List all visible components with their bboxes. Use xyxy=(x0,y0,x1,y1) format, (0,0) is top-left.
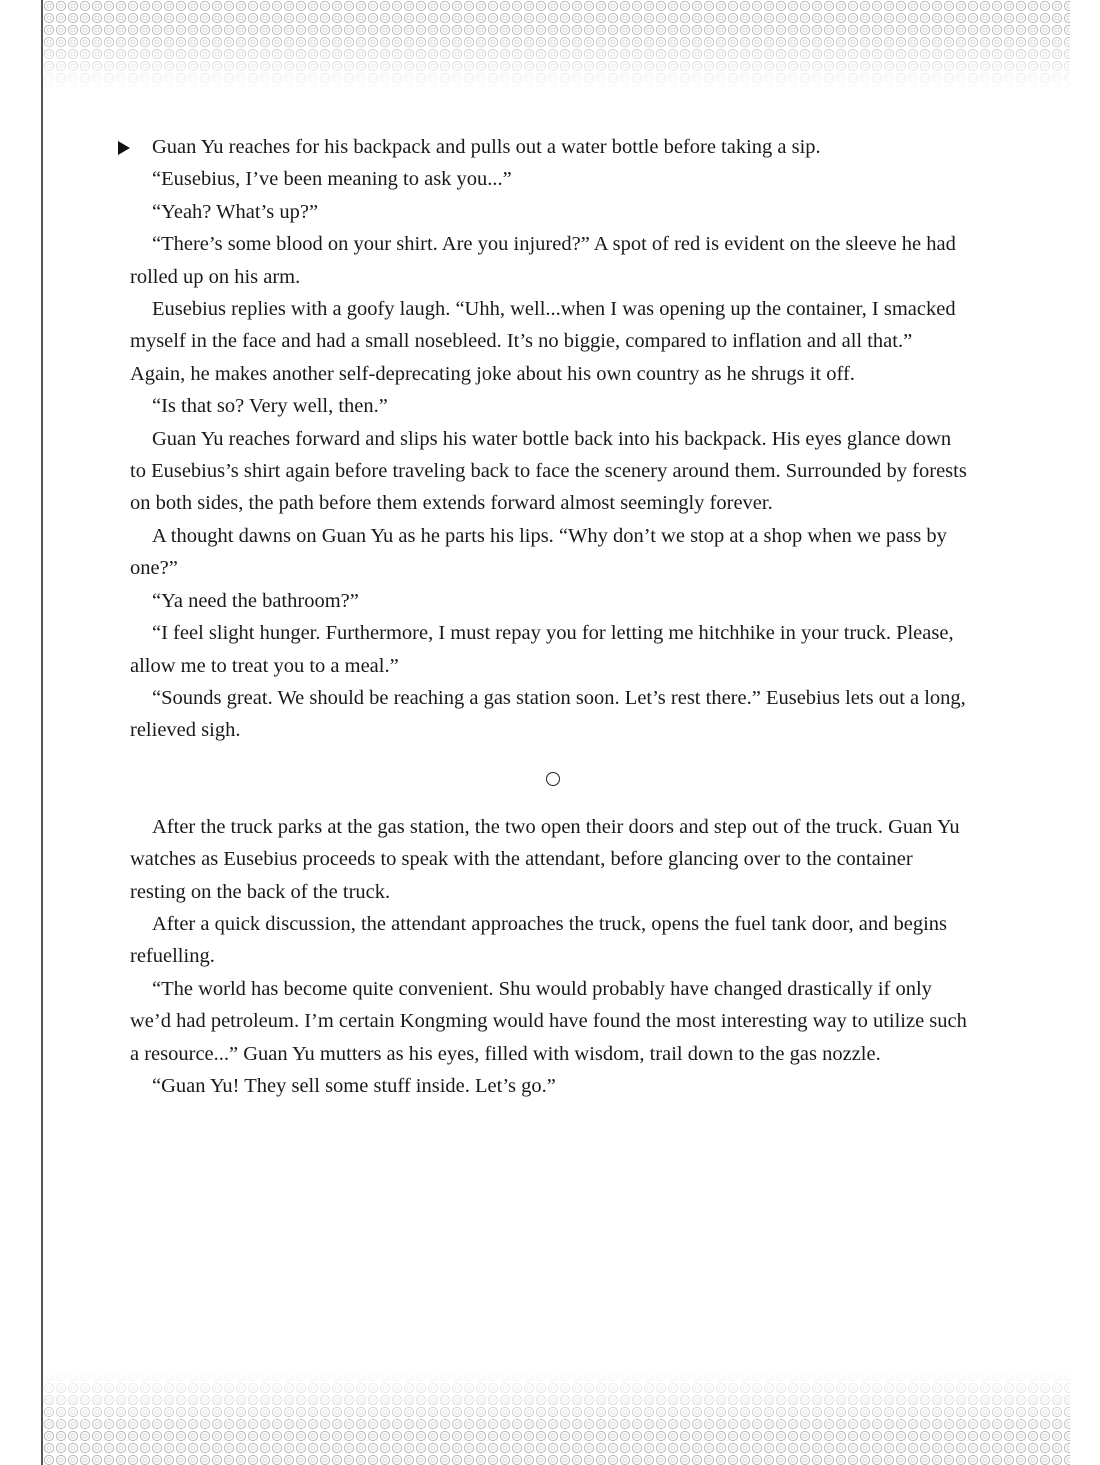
triangle-right-icon xyxy=(118,141,130,155)
paragraph xyxy=(130,131,970,163)
section-after-break xyxy=(130,811,970,1103)
paragraph: Eusebius replies with a goofy laugh. “Uhh, well...when I was opening up the container, I smacked myself in the face and had a small nosebleed. It’s no biggie, compared to inflation and all that.” Again, he makes another self-deprecating joke about his own country as he shrugs it off. xyxy=(130,298,956,385)
page-body xyxy=(130,131,970,1102)
scene-break xyxy=(130,747,970,811)
section-before-break xyxy=(130,131,970,747)
bottom-decorative-band xyxy=(43,1370,1070,1465)
paragraph: “Guan Yu! They sell some stuff inside. Let’s go.” xyxy=(152,1074,556,1097)
paragraph: A thought dawns on Guan Yu as he parts his lips. “Why don’t we stop at a shop when we pass by one?” xyxy=(130,524,947,580)
paragraph: “The world has become quite convenient. Shu would probably have changed drastically if only we’d had petroleum. I’m certain Kongming would have found the most interesting way to utilize such a resource...” Guan Yu mutters as his eyes, filled with wisdom, trail down to the gas nozzle. xyxy=(130,977,967,1065)
paragraph: Guan Yu reaches forward and slips his water bottle back into his backpack. His eyes glance down to Eusebius’s shirt again before traveling back to face the scenery around them. Surrounded by forests on both sides, the path before them extends forward almost seemingly forever. xyxy=(130,427,967,515)
circle-icon xyxy=(546,772,560,786)
paragraph: “Ya need the bathroom?” xyxy=(152,589,359,612)
page-edge-rule xyxy=(41,0,43,1465)
paragraph: “There’s some blood on your shirt. Are you injured?” A spot of red is evident on the sleeve he had rolled up on his arm. xyxy=(130,233,956,288)
paragraph: “I feel slight hunger. Furthermore, I must repay you for letting me hitchhike in your truck. Please, allow me to treat you to a meal.” xyxy=(130,622,954,677)
paragraph-text: Guan Yu reaches for his backpack and pulls out a water bottle before taking a sip. xyxy=(152,136,821,158)
paragraph: “Sounds great. We should be reaching a gas station soon. Let’s rest there.” Eusebius lets out a long, relieved sigh. xyxy=(130,686,966,742)
paragraph: “Yeah? What’s up?” xyxy=(152,200,319,223)
paragraph: “Is that so? Very well, then.” xyxy=(152,395,388,418)
paragraph: After a quick discussion, the attendant approaches the truck, opens the fuel tank door, and begins refuelling. xyxy=(130,912,948,968)
paragraph: “Eusebius, I’ve been meaning to ask you...” xyxy=(152,168,512,191)
paragraph: After the truck parks at the gas station, the two open their doors and step out of the truck. Guan Yu watches as Eusebius proceeds to speak with the attendant, before glancing over to the container resting on the back of the truck. xyxy=(130,815,960,903)
top-decorative-band xyxy=(43,0,1070,92)
